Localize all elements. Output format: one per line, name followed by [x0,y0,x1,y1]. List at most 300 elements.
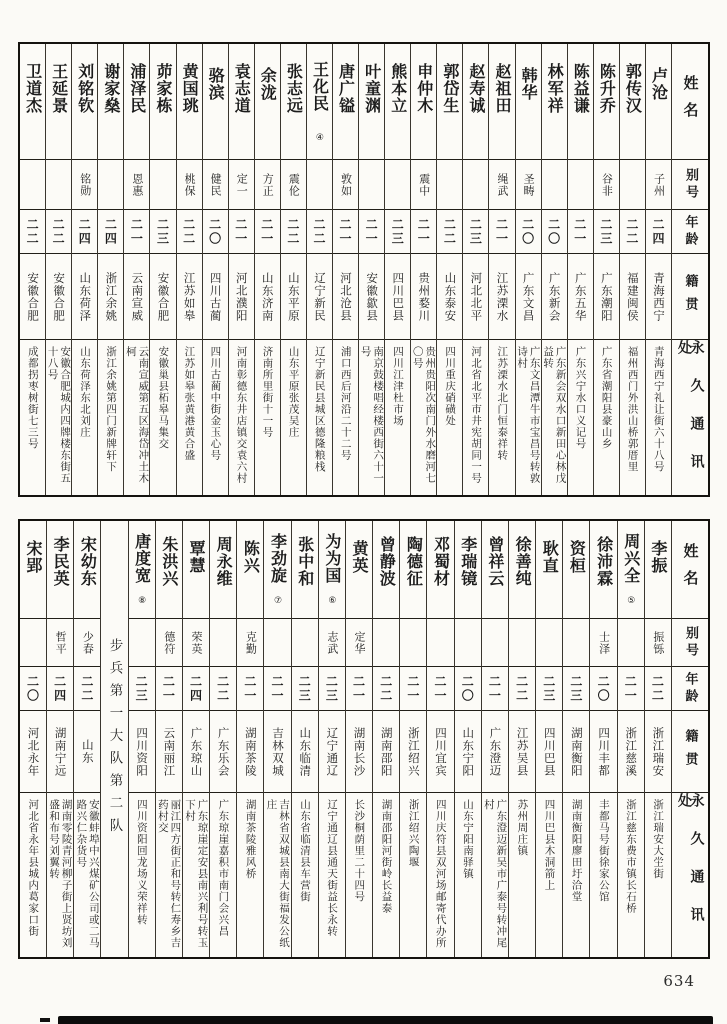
person-address: 江苏溧水北门恒泰祥转 [496,346,509,461]
person-age: 二四 [183,667,209,711]
person-native: 广东五华 [568,254,593,340]
person-native: 青海西宁 [646,254,671,340]
person-alias [455,619,481,667]
person-name: 郭岱生 [437,44,462,160]
person-alias [509,619,535,667]
person-column [617,521,644,957]
person-address: 四川古蔺中街金玉心号 [209,346,222,461]
person-alias [482,619,508,667]
person-age: 二二 [46,210,71,254]
header-alias-label: 别号 [672,619,708,667]
person-alias: 定华 [346,619,372,667]
header-address-label: 永久通讯处 [676,793,705,945]
person-native: 四川资阳 [129,711,155,793]
person-name: 曾祥云 [482,521,508,619]
person-alias [20,160,45,210]
person-name: 耿直 [536,521,562,619]
person-address: 丽江四方街正和号转仁寿乡吉药村交 [156,799,182,949]
person-native: 湖南茶陵 [237,711,263,793]
person-name: 骆滨 [203,44,228,160]
person-column [318,521,345,957]
person-address: 湖南衡阳廖田圩洽堂 [570,799,583,903]
person-name: 张中和 [292,521,318,619]
person-age: 二一 [489,210,514,254]
person-column [176,44,202,495]
person-native: 江苏如皋 [177,254,202,340]
person-name: 徐善纯 [509,521,535,619]
header-column [671,521,708,957]
header-age-label: 年龄 [672,667,708,711]
person-age: 二〇 [455,667,481,711]
person-column [209,521,236,957]
section-label: 步兵第一大队第二队 [106,637,123,841]
person-column [20,44,45,495]
person-address: 安徽合肥城内四牌楼东街五十八号 [46,346,72,484]
person-name: 赵寿诚 [463,44,488,160]
person-native: 安徽歙县 [359,254,384,340]
person-name: 林军祥 [542,44,567,160]
person-native: 安徽合肥 [46,254,71,340]
person-alias: 健民 [203,160,228,210]
person-name: 唐广镒 [333,44,358,160]
person-column [541,44,567,495]
person-age: 二三 [292,667,318,711]
person-column [149,44,175,495]
header-name-label: 姓名 [672,44,708,160]
person-column [515,44,541,495]
person-native: 河北永年 [20,711,46,793]
person-column [645,44,671,495]
person-native: 云南丽江 [156,711,182,793]
person-age: 二一 [255,210,280,254]
person-column [155,521,182,957]
person-name: 陈益谦 [568,44,593,160]
person-age: 二三 [150,210,175,254]
directory-table-top [18,42,710,497]
person-alias: 志武 [319,619,345,667]
person-native: 广东乐会 [210,711,236,793]
person-age: 二一 [568,210,593,254]
person-address: 青海西宁礼让街六十八号 [652,346,665,473]
person-name: 资桓 [563,521,589,619]
person-alias [150,160,175,210]
person-name: 郭传汉 [620,44,645,160]
person-name: 申仲木 [411,44,436,160]
person-age: 二〇 [516,210,541,254]
person-alias: 克勤 [237,619,263,667]
person-name: 宋幼东 [74,521,100,619]
person-name: 赵祖田 [489,44,514,160]
footnote-mark: ⑧ [137,596,148,606]
person-address: 安徽巢县柘皋马集交 [157,346,170,450]
person-name: 李劲旋 ⑦ [264,521,290,619]
person-address: 广东琼崖嘉积市南门会兴昌 [217,799,230,937]
person-address: 南京鼓楼唱经楼西街六十一号 [359,346,385,484]
person-age: 二一 [346,667,372,711]
person-native: 河北北平 [463,254,488,340]
person-age: 二〇 [20,667,46,711]
person-column [291,521,318,957]
person-address: 长沙桐荫里二十四号 [353,799,366,903]
person-native: 四川古蔺 [203,254,228,340]
person-address: 安徽蚌埠中兴煤矿公司或二马路兴仁杂货号 [75,799,100,949]
person-address: 四川重庆硝磺处 [444,346,457,427]
person-alias [463,160,488,210]
person-native: 山东荷泽 [72,254,97,340]
person-address: 苏州周庄镇 [516,799,529,857]
person-name: 茆家栋 [150,44,175,160]
person-address: 广东琼崖定安县南兴利号转玉下村 [184,799,209,949]
person-address: 河南彰德东井店镇交袁六村 [235,346,248,484]
person-age: 二二 [307,210,332,254]
person-column [46,521,73,957]
person-alias: 敦如 [333,160,358,210]
person-column [410,44,436,495]
person-address: 广东省潮阳县豪山乡 [600,346,613,450]
person-address: 湖南邵阳河街岭长益泰 [380,799,393,914]
footnote-mark: ⑤ [626,596,637,606]
person-address: 山东荷泽东北刘庄 [79,346,91,438]
person-age: 二四 [72,210,97,254]
person-address: 浙江瑞安大坣街 [652,799,665,880]
person-alias [210,619,236,667]
person-alias [98,160,123,210]
person-column [399,521,426,957]
person-address: 广东澄迈新吴市广泰号转冲尾村 [482,799,508,949]
person-age: 二一 [618,667,644,711]
person-address: 江苏如皋张黄港黄合盛 [183,346,196,461]
person-column [254,44,280,495]
person-native: 四川巴县 [385,254,410,340]
person-name: 邓蜀材 [427,521,453,619]
person-column [73,521,100,957]
footnote-mark: ④ [314,132,325,143]
person-age: 二一 [229,210,254,254]
person-name: 朱洪兴 [156,521,182,619]
person-address: 辽宁通辽县通天街益长永转 [326,799,339,937]
person-column [123,44,149,495]
person-alias: 德符 [156,619,182,667]
person-age: 二四 [47,667,73,711]
person-address: 丰都马号街徐家公馆 [597,799,610,903]
person-name: 浦泽民 [124,44,149,160]
person-native: 四川丰都 [590,711,616,793]
person-native: 浙江瑞安 [645,711,671,793]
person-address: 广东文昌潭牛市宝昌号转敦诗村 [516,346,541,484]
person-name: 卢沧 [646,44,671,160]
person-name: 宋郢 [20,521,46,619]
person-native: 四川宜宾 [427,711,453,793]
person-alias: 铭勋 [72,160,97,210]
person-address: 吉林省双城县南大街福发公纸庄 [265,799,291,949]
person-native: 广东澄迈 [482,711,508,793]
person-alias [568,160,593,210]
person-alias: 哲平 [47,619,73,667]
person-alias [536,619,562,667]
person-age: 二二 [74,667,100,711]
person-column [202,44,228,495]
person-alias [264,619,290,667]
person-name: 谢家燊 [98,44,123,160]
person-address: 山东平原张茂吴庄 [287,346,300,438]
person-alias [618,619,644,667]
person-address: 浙江余姚第四门新牌轩下 [105,346,118,473]
person-column [462,44,488,495]
person-alias [563,619,589,667]
person-column [280,44,306,495]
person-native: 湖南宁远 [47,711,73,793]
person-alias: 震伦 [281,160,306,210]
person-alias [400,619,426,667]
person-age: 二三 [563,667,589,711]
person-address: 湖南零陵青河柳子街上贤坊刘盛和布号刘翼转 [48,799,73,949]
person-alias [373,619,399,667]
person-address: 广东兴宁水口义记号 [574,346,587,450]
person-alias [620,160,645,210]
person-column [426,521,453,957]
person-native: 山东泰安 [437,254,462,340]
person-age: 二四 [646,210,671,254]
person-age: 二二 [281,210,306,254]
person-column [508,521,535,957]
person-address: 成都拐枣树街七三号 [26,346,39,450]
person-name: 黄英 [346,521,372,619]
person-column [228,44,254,495]
person-column [128,521,155,957]
person-alias: 谷非 [594,160,619,210]
person-column [97,44,123,495]
person-age: 二一 [359,210,384,254]
person-column [535,521,562,957]
person-column [306,44,332,495]
person-age: 二二 [373,667,399,711]
person-native: 浙江绍兴 [400,711,426,793]
person-column [436,44,462,495]
person-column [619,44,645,495]
person-column [358,44,384,495]
person-address: 福州西门外洪山桥郭厝里 [626,346,639,473]
person-alias [542,160,567,210]
person-alias: 圣畴 [516,160,541,210]
person-native: 河北沧县 [333,254,358,340]
header-native-label: 籍贯 [672,711,708,793]
person-alias: 振铄 [645,619,671,667]
person-age: 二一 [333,210,358,254]
person-column [644,521,671,957]
person-address: 河北省永年县城内葛家口街 [27,799,40,937]
footnote-mark: ⑥ [327,596,338,606]
person-age: 二一 [156,667,182,711]
person-column [384,44,410,495]
person-name: 李振 [645,521,671,619]
person-native: 浙江慈溪 [618,711,644,793]
person-age: 二〇 [203,210,228,254]
person-column [45,44,71,495]
person-column [481,521,508,957]
person-address: 贵州贵阳次南门外水磨河七〇号 [411,346,437,484]
person-native: 福建闽侯 [620,254,645,340]
person-name: 李瑞镜 [455,521,481,619]
directory-table-bottom [18,519,710,959]
person-age: 二一 [400,667,426,711]
person-age: 二二 [645,667,671,711]
person-native: 广东新会 [542,254,567,340]
person-name: 周兴全 ⑤ [618,521,644,619]
person-alias [437,160,462,210]
person-name: 熊本立 [385,44,410,160]
person-alias [307,160,332,210]
person-column [345,521,372,957]
person-name: 唐度宽 ⑧ [129,521,155,619]
person-name: 覃慧 [183,521,209,619]
person-native: 四川巴县 [536,711,562,793]
scan-artifact-bar [58,1016,713,1024]
person-address: 浙江绍兴陶堰 [407,799,420,868]
person-age: 二三 [129,667,155,711]
person-native: 广东琼山 [183,711,209,793]
person-column [236,521,263,957]
header-native-label: 籍贯 [672,254,708,340]
footnote-mark: ⑦ [273,596,284,606]
person-address: 湖南茶陵雅风桥 [244,799,257,880]
person-native: 河北濮阳 [229,254,254,340]
person-column [593,44,619,495]
person-column [589,521,616,957]
person-native: 山东宁阳 [455,711,481,793]
person-native: 山东济南 [255,254,280,340]
person-address: 济南所里街十一号 [261,346,274,438]
person-address: 浦口西后河沿二十二号 [339,346,352,461]
person-alias: 方正 [255,160,280,210]
person-native: 山东 [74,711,100,793]
person-column [71,44,97,495]
person-age: 二一 [264,667,290,711]
person-name: 刘铭钦 [72,44,97,160]
person-alias: 子州 [646,160,671,210]
person-name: 陶德征 [400,521,426,619]
person-alias [46,160,71,210]
person-address: 四川江津杜市场 [391,346,404,427]
person-address: 广东新会双水口新田心林戊益转 [542,346,567,484]
person-native: 贵州婺川 [411,254,436,340]
person-address: 云南宣威第五区海岱冲土木柯 [124,346,150,484]
person-alias [20,619,46,667]
header-age-label: 年龄 [672,210,708,254]
person-name: 叶童渊 [359,44,384,160]
person-native: 广东文昌 [516,254,541,340]
person-alias: 士泽 [590,619,616,667]
person-native: 湖南衡阳 [563,711,589,793]
person-age: 二一 [427,667,453,711]
person-native: 山东平原 [281,254,306,340]
person-address: 山东宁阳南驿镇 [461,799,474,880]
person-address: 四川巴县木洞箭上 [543,799,556,891]
person-native: 江苏吴县 [509,711,535,793]
person-name: 卫道杰 [20,44,45,160]
person-alias: 桃保 [177,160,202,210]
person-name: 王延景 [46,44,71,160]
person-alias: 绳武 [489,160,514,210]
person-column [182,521,209,957]
person-name: 徐沛霖 [590,521,616,619]
person-age: 二二 [20,210,45,254]
person-column [332,44,358,495]
person-name: 陈升乔 [594,44,619,160]
person-age: 二三 [319,667,345,711]
person-age: 二二 [210,667,236,711]
person-alias [129,619,155,667]
person-column [567,44,593,495]
person-age: 二三 [594,210,619,254]
page-number: 634 [663,972,695,990]
person-address: 四川资阳回龙场义荣祥转 [135,799,148,926]
person-name: 曾静波 [373,521,399,619]
person-address: 河北省北平市井宪胡同一号 [470,346,483,484]
person-native: 辽宁新民 [307,254,332,340]
person-alias [427,619,453,667]
person-alias: 震中 [411,160,436,210]
person-native: 云南宣威 [124,254,149,340]
person-native: 安徽合肥 [150,254,175,340]
person-native: 吉林双城 [264,711,290,793]
person-address: 辽宁新民县城区德隆粮栈 [313,346,326,473]
header-column [671,44,708,495]
person-name: 余泷 [255,44,280,160]
person-age: 二二 [177,210,202,254]
person-name: 韩华 [516,44,541,160]
person-name: 为为国 ⑥ [319,521,345,619]
person-age: 二三 [385,210,410,254]
person-native: 广东潮阳 [594,254,619,340]
person-alias: 恩惠 [124,160,149,210]
person-native: 山东临清 [292,711,318,793]
person-alias [385,160,410,210]
person-column [263,521,290,957]
person-column [488,44,514,495]
person-address: 四川庆符县双河场邮寄代办所 [434,799,447,949]
person-alias [359,160,384,210]
header-name-label: 姓名 [672,521,708,619]
person-native: 安徽合肥 [20,254,45,340]
person-address: 山东省临清县车营街 [298,799,311,903]
person-name: 黄国珧 [177,44,202,160]
person-age: 二〇 [542,210,567,254]
person-age: 二二 [437,210,462,254]
person-column [562,521,589,957]
person-column [372,521,399,957]
person-age: 二一 [411,210,436,254]
person-age: 二三 [536,667,562,711]
person-native: 辽宁通辽 [319,711,345,793]
scan-artifact-speck [40,1018,50,1022]
person-name: 陈兴 [237,521,263,619]
person-native: 浙江余姚 [98,254,123,340]
header-alias-label: 别号 [672,160,708,210]
person-alias [292,619,318,667]
person-age: 二一 [482,667,508,711]
person-native: 湖南邵阳 [373,711,399,793]
person-name: 李民英 [47,521,73,619]
person-native: 江苏溧水 [489,254,514,340]
person-age: 二三 [463,210,488,254]
person-age: 二一 [237,667,263,711]
person-address: 浙江慈东费市镇长石桥 [625,799,637,914]
person-alias: 少春 [74,619,100,667]
person-name: 周永维 [210,521,236,619]
person-age: 二二 [620,210,645,254]
person-native: 湖南长沙 [346,711,372,793]
person-name: 王化民 ④ [307,44,332,160]
